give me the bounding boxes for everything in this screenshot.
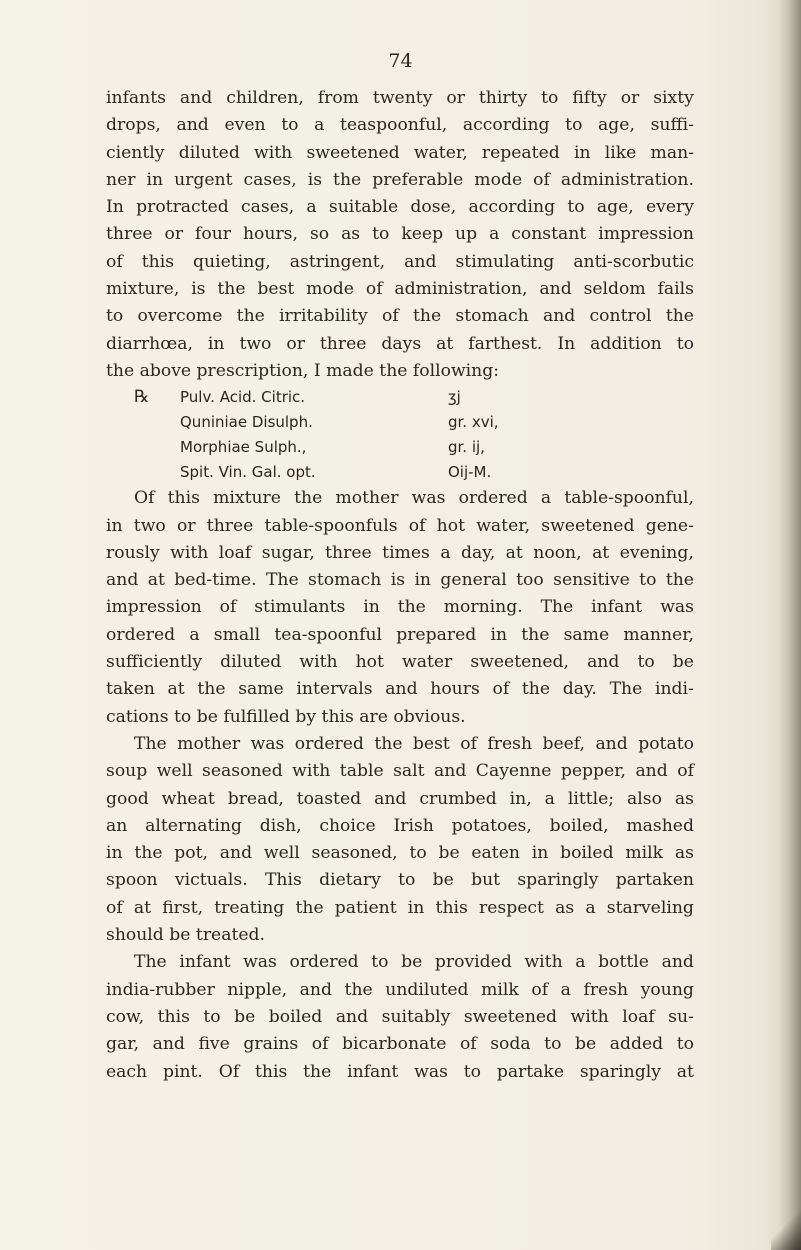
prescription-drug: Spit. Vin. Gal. opt. <box>180 463 316 482</box>
text-line: rously with loaf sugar, three times a day, at noon, at evening, <box>106 542 694 563</box>
text-line: cations to be fulfilled by this are obvious. <box>106 706 466 727</box>
text-line: ner in urgent cases, is the preferable mode of administration. <box>106 169 694 190</box>
text-line: diarrhœa, in two or three days at farthest. In addition to <box>106 333 694 354</box>
text-line: spoon victuals. This dietary to be but sparingly partaken <box>106 870 694 891</box>
text-line: In protracted cases, a suitable dose, according to age, every <box>106 197 694 218</box>
text-line: an alternating dish, choice Irish potatoes, boiled, mashed <box>106 815 694 836</box>
prescription-dose: gr. xvi, <box>448 413 499 432</box>
text-line: in two or three table-spoonfuls of hot water, sweetened gene- <box>106 515 694 536</box>
text-line: drops, and even to a teaspoonful, according to age, suffi- <box>106 115 694 136</box>
text-line: india-rubber nipple, and the undiluted milk of a fresh young <box>106 979 694 1000</box>
paragraph-2 <box>106 485 694 731</box>
prescription-line <box>106 385 694 410</box>
prescription-dose: ʒj <box>448 388 461 407</box>
prescription-drug: Pulv. Acid. Citric. <box>180 388 306 407</box>
text-line: taken at the same intervals and hours of the day. The indi- <box>106 679 694 700</box>
text-line: gar, and five grains of bicarbonate of soda to be added to <box>106 1034 694 1055</box>
text-line: of at first, treating the patient in this respect as a starveling <box>106 897 694 918</box>
recipe-symbol: ℞ <box>134 387 150 408</box>
text-line: should be treated. <box>106 925 265 946</box>
paragraph-3 <box>106 731 694 949</box>
text-line: sufficiently diluted with hot water sweetened, and to be <box>106 652 694 673</box>
text-line: soup well seasoned with table salt and Cayenne pepper, and of <box>106 761 694 782</box>
prescription-line <box>106 435 694 460</box>
text-line: The infant was ordered to be provided with a bottle and <box>134 952 694 973</box>
text-line: three or four hours, so as to keep up a constant impression <box>106 224 694 245</box>
text-line: and at bed-time. The stomach is in general too sensitive to the <box>106 570 694 591</box>
text-line: cow, this to be boiled and suitably sweetened with loaf su- <box>106 1006 694 1027</box>
text-line: to overcome the irritability of the stomach and control the <box>106 306 694 327</box>
prescription-line <box>106 410 694 435</box>
text-line: good wheat bread, toasted and crumbed in, a little; also as <box>106 788 694 809</box>
page-edge-shadow <box>779 0 801 1250</box>
prescription-drug: Morphiae Sulph., <box>180 438 307 457</box>
text-line: in the pot, and well seasoned, to be eaten in boiled milk as <box>106 843 694 864</box>
page-corner-shadow <box>771 1210 801 1250</box>
text-line: The mother was ordered the best of fresh beef, and potato <box>134 733 694 754</box>
text-line: mixture, is the best mode of administration, and seldom fails <box>106 279 694 300</box>
prescription-dose: Oij-M. <box>448 463 492 482</box>
text-line: Of this mixture the mother was ordered a table-spoonful, <box>134 488 694 509</box>
prescription <box>106 385 694 485</box>
text-line: ciently diluted with sweetened water, repeated in like man- <box>106 142 694 163</box>
text-line: each pint. Of this the infant was to partake sparingly at <box>106 1061 694 1082</box>
prescription-drug: Quniniae Disulph. <box>180 413 313 432</box>
prescription-line <box>106 460 694 485</box>
page-number: 74 <box>388 50 413 72</box>
text-line: impression of stimulants in the morning. The infant was <box>106 597 694 618</box>
text-line: ordered a small tea-spoonful prepared in the same manner, <box>106 624 694 645</box>
prescription-dose: gr. ij, <box>448 438 485 457</box>
text-line: of this quieting, astringent, and stimulating anti-scorbutic <box>106 251 694 272</box>
paragraph-4 <box>106 949 694 1085</box>
text-line: the above prescription, I made the following: <box>106 360 500 381</box>
body-text <box>106 85 694 1086</box>
text-line: infants and children, from twenty or thirty to fifty or sixty <box>106 88 694 108</box>
paragraph-1 <box>106 85 694 385</box>
